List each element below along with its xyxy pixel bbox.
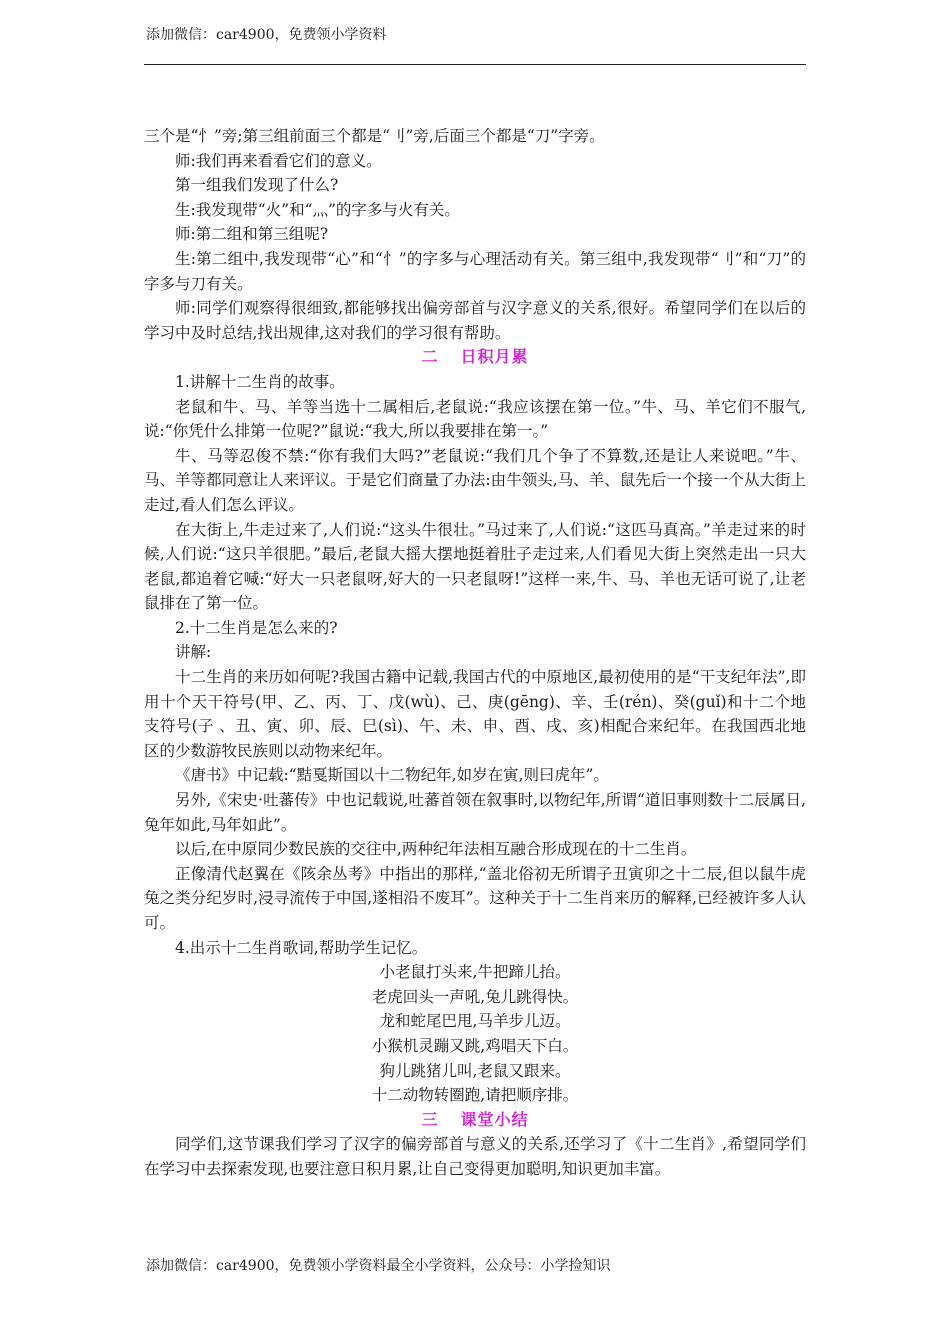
paragraph: 师:第二组和第三组呢? — [175, 225, 329, 244]
poem-line: 龙和蛇尾巴甩,马羊步儿迈。 — [379, 1012, 571, 1031]
paragraph: 4.出示十二生肖歌词,帮助学生记忆。 — [175, 938, 428, 957]
section-heading-3 — [144, 1108, 806, 1133]
section-number: 二 — [421, 347, 439, 367]
header-rule — [144, 64, 806, 65]
paragraph: 生:我发现带“火”和“灬”的字多与火有关。 — [175, 200, 460, 219]
paragraph: 师:我们再来看看它们的意义。 — [175, 151, 382, 170]
section-heading-2 — [144, 345, 806, 370]
paragraph: 讲解: — [175, 643, 212, 662]
poem-line: 狗儿跳猪儿叫,老鼠又跟来。 — [379, 1061, 571, 1080]
page-header: 添加微信：car4900，免费领小学资料 — [146, 27, 387, 43]
paragraph: 牛、马等忍俊不禁:“你有我们大吗?”老鼠说:“我们几个争了不算数,还是让人来说吧。”牛、马、羊等都同意让人来评议。于是它们商量了办法:由牛领头,马、羊、鼠先后一个接一个从大街上走过,看人们怎么评议。 — [144, 446, 806, 514]
paragraph: 以后,在中原同少数民族的交往中,两种纪年法相互融合形成现在的十二生肖。 — [175, 840, 697, 859]
paragraph: 师:同学们观察得很细致,都能够找出偏旁部首与汉字意义的关系,很好。希望同学们在以后的学习中及时总结,找出规律,这对我们的学习很有帮助。 — [144, 299, 806, 342]
document-body — [144, 124, 806, 1182]
paragraph: 《唐书》中记载:“黠戛斯国以十二物纪年,如岁在寅,则曰虎年”。 — [175, 766, 609, 785]
poem-line: 十二动物转圈跑,请把顺序排。 — [371, 1086, 579, 1105]
section-number: 三 — [421, 1109, 439, 1129]
paragraph: 同学们,这节课我们学习了汉字的偏旁部首与意义的关系,还学习了《十二生肖》,希望同学们在学习中去探索发现,也要注意日积月累,让自己变得更加聪明,知识更加丰富。 — [144, 1135, 806, 1178]
paragraph: 十二生肖的来历如何呢?我国古籍中记载,我国古代的中原地区,最初使用的是“干支纪年法”,即用十个天干符号(甲、乙、丙、丁、戊(wù)、己、庚(gēng)、辛、壬(rén)、癸(guǐ)和十二个地支符号(子 、丑、寅、卯、辰、巳(sì)、午、未、申、酉、戌、亥)相配合来纪年。在我国西北地区的少数游牧民族则以动物来纪年。 — [144, 668, 806, 760]
paragraph: 正像清代赵翼在《陔余丛考》中指出的那样,“盖北俗初无所谓子丑寅卯之十二辰,但以鼠牛虎兔之类分纪岁时,浸寻流传于中国,遂相沿不废耳”。这种关于十二生肖来历的解释,已经被许多人认可。 — [144, 864, 806, 932]
paragraph: 1.讲解十二生肖的故事。 — [175, 372, 345, 391]
poem-line: 小猴机灵蹦又跳,鸡唱天下白。 — [371, 1036, 579, 1055]
paragraph: 三个是“忄”旁;第三组前面三个都是“刂”旁,后面三个都是“刀”字旁。 — [144, 127, 605, 145]
paragraph: 生:第二组中,我发现带“心”和“忄”的字多与心理活动有关。第三组中,我发现带“刂”和“刀”的字多与刀有关。 — [144, 249, 806, 293]
paragraph: 2.十二生肖是怎么来的? — [175, 618, 338, 637]
section-title: 课堂小结 — [460, 1109, 529, 1129]
poem-line: 老虎回头一声吼,兔儿跳得快。 — [371, 987, 579, 1006]
section-title: 日积月累 — [460, 347, 529, 367]
paragraph: 另外,《宋史·吐蕃传》中也记载说,吐蕃首领在叙事时,以物纪年,所谓“道旧事则数十二辰属日,兔年如此,马年如此”。 — [144, 791, 806, 834]
paragraph: 在大街上,牛走过来了,人们说:“这头牛很壮。”马过来了,人们说:“这匹马真高。”羊走过来的时候,人们说:“这只羊很肥。”最后,老鼠大摇大摆地挺着肚子走过来,人们看见大街上突然走出一只大老鼠,都追着它喊:“好大一只老鼠呀,好大的一只老鼠呀!”这样一来,牛、马、羊也无话可说了,让老鼠排在了第一位。 — [144, 520, 806, 613]
paragraph: 第一组我们发现了什么? — [175, 176, 339, 195]
paragraph: 老鼠和牛、马、羊等当选十二属相后,老鼠说:“我应该摆在第一位。”牛、马、羊它们不服气,说:“你凭什么排第一位呢?”鼠说:“我大,所以我要排在第一。” — [144, 397, 806, 441]
poem-line: 小老鼠打头来,牛把蹄儿抬。 — [379, 963, 571, 982]
page-footer: 添加微信：car4900，免费领小学资料最全小学资料，公众号：小学捡知识 — [146, 1258, 611, 1274]
